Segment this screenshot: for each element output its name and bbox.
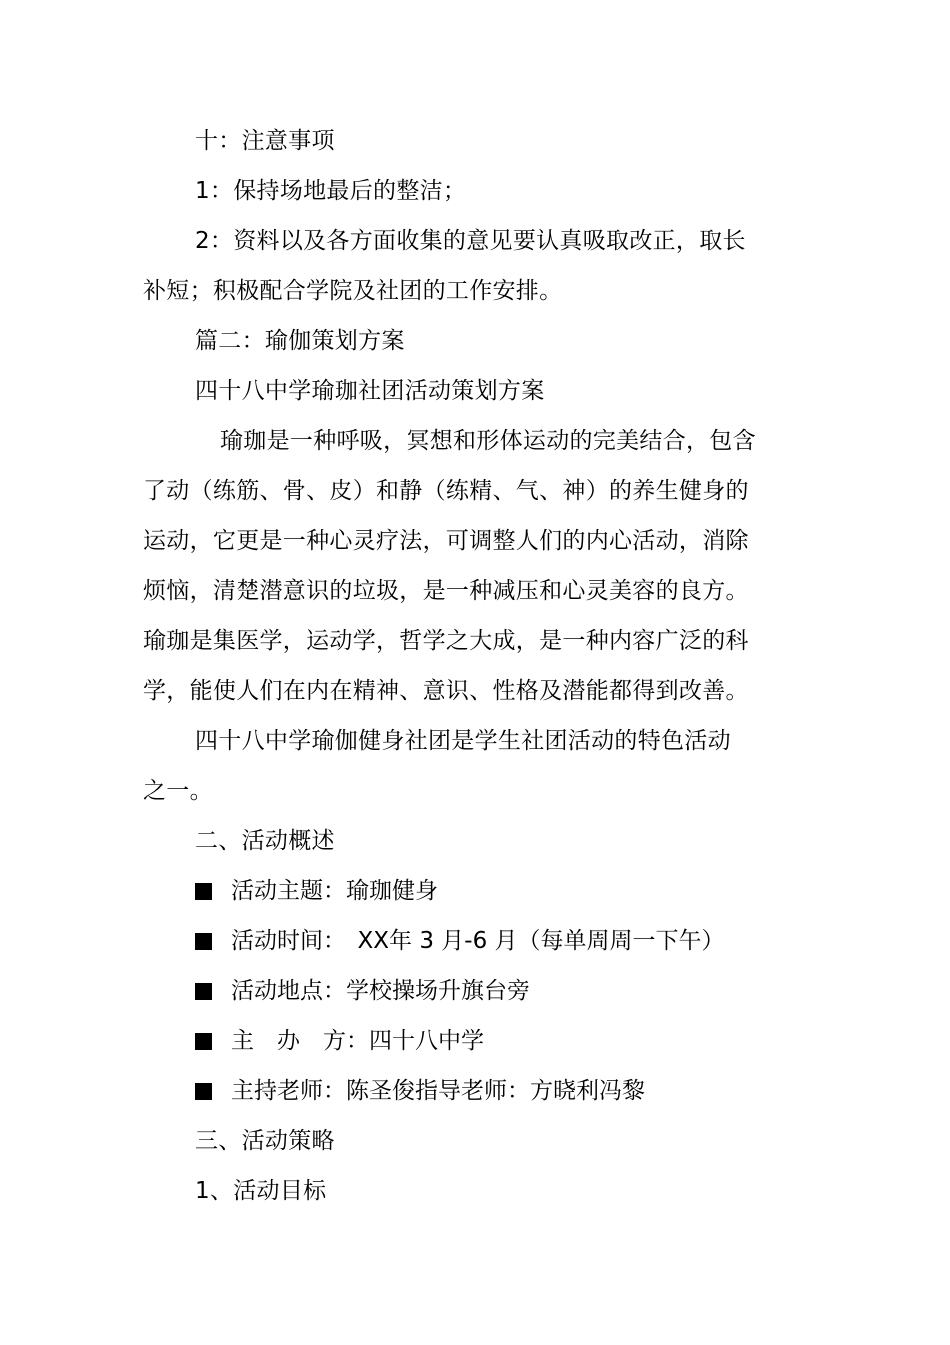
paragraph-line: 四十八中学瑜伽健身社团是学生社团活动的特色活动 <box>195 728 731 754</box>
paragraph-line: 瑜珈是集医学，运动学，哲学之大成，是一种内容广泛的科 <box>143 628 749 654</box>
paragraph-line: 了动（练筋、骨、皮）和静（练精、气、神）的养生健身的 <box>143 478 749 504</box>
square-bullet-icon <box>195 1083 212 1100</box>
section-heading-overview: 二、活动概述 <box>195 828 335 854</box>
bullet-item <box>195 1026 484 1056</box>
bullet-text: 活动时间： XX年 3 月-6 月（每单周周一下午） <box>231 928 725 954</box>
bullet-item <box>195 926 725 956</box>
bullet-text: 主 办 方：四十八中学 <box>231 1028 484 1054</box>
plan-title: 四十八中学瑜珈社团活动策划方案 <box>195 378 545 404</box>
square-bullet-icon <box>195 883 212 900</box>
paragraph-line: 2：资料以及各方面收集的意见要认真吸取改正，取长 <box>195 228 746 254</box>
section-heading-strategy: 三、活动策略 <box>195 1128 335 1154</box>
subsection-heading-goals: 1、活动目标 <box>195 1178 327 1204</box>
paragraph-line: 补短；积极配合学院及社团的工作安排。 <box>143 278 563 304</box>
paragraph-line: 烦恼，清楚潜意识的垃圾，是一种减压和心灵美容的良方。 <box>143 578 749 604</box>
bullet-item <box>195 1076 645 1106</box>
square-bullet-icon <box>195 933 212 950</box>
bullet-text: 主持老师：陈圣俊指导老师：方晓利冯黎 <box>231 1078 645 1104</box>
article-title: 篇二：瑜伽策划方案 <box>195 328 405 354</box>
paragraph-line: 运动，它更是一种心灵疗法，可调整人们的内心活动，消除 <box>143 528 749 554</box>
bullet-text: 活动主题：瑜珈健身 <box>231 878 438 904</box>
bullet-item <box>195 876 438 906</box>
square-bullet-icon <box>195 983 212 1000</box>
paragraph-line: 1：保持场地最后的整洁； <box>195 178 467 204</box>
paragraph-line: 之一。 <box>143 778 213 804</box>
section-heading-notes: 十：注意事项 <box>195 128 335 154</box>
bullet-item <box>195 976 530 1006</box>
square-bullet-icon <box>195 1033 212 1050</box>
paragraph-line: 瑜珈是一种呼吸，冥想和形体运动的完美结合，包含 <box>220 428 756 454</box>
paragraph-line: 学，能使人们在内在精神、意识、性格及潜能都得到改善。 <box>143 678 749 704</box>
bullet-text: 活动地点：学校操场升旗台旁 <box>231 978 530 1004</box>
